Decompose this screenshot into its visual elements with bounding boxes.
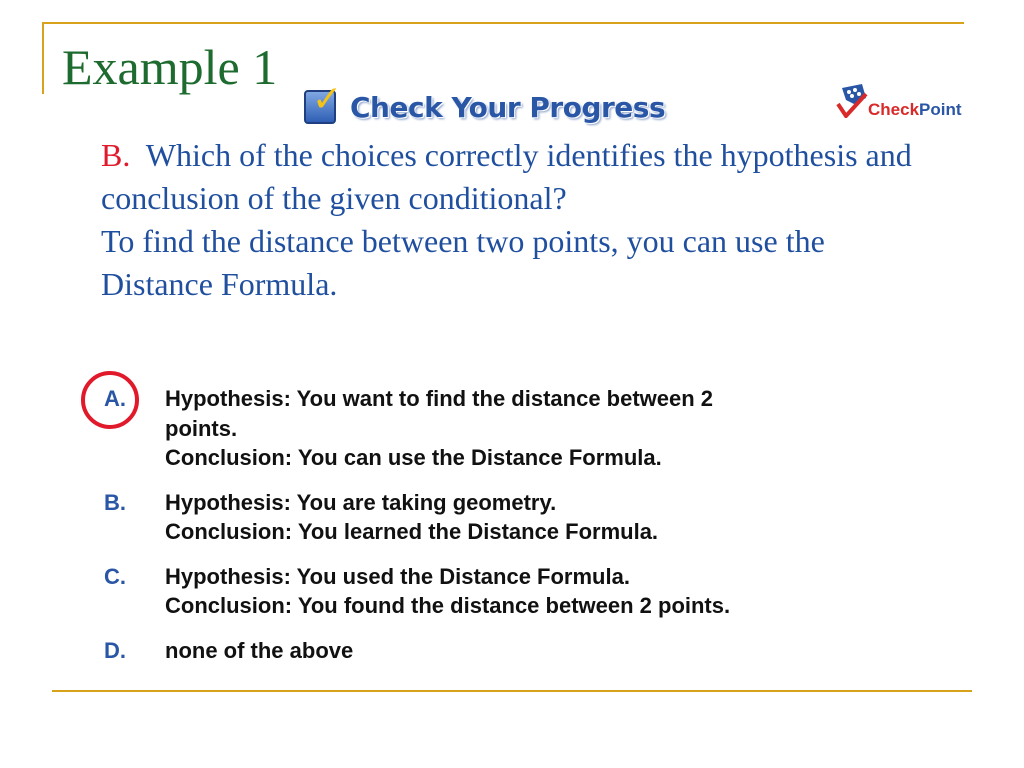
answer-line: Conclusion: You learned the Distance Formula. [165, 519, 659, 544]
answer-line: none of the above [165, 637, 354, 663]
checkpoint-checkmark-icon [836, 84, 870, 118]
answer-choice-b[interactable] [104, 488, 824, 547]
answer-line: Hypothesis: You used the Distance Formula. [165, 563, 630, 589]
answer-choice-d[interactable] [104, 636, 824, 666]
answer-text [165, 488, 775, 547]
answer-line: Hypothesis: You are taking geometry. [165, 489, 557, 515]
check-your-progress-label: Check Your Progress [350, 90, 666, 124]
answer-line: Hypothesis: You want to find the distance between 2 points. [165, 386, 714, 441]
answer-line: Conclusion: You can use the Distance Formula. [165, 445, 662, 470]
check-your-progress-banner [304, 79, 666, 130]
answer-letter: C. [104, 563, 126, 589]
question-text: Which of the choices correctly identifies the hypothesis and conclusion of the given conditional? [101, 137, 912, 216]
question-label: B. [101, 137, 131, 173]
answer-letter: B. [104, 489, 126, 515]
answer-text [165, 384, 775, 473]
top-rule [42, 22, 964, 24]
answer-letter: D. [104, 637, 126, 663]
checkpoint-wordmark: CheckPoint [868, 100, 962, 119]
left-rule [42, 22, 44, 94]
question-block [101, 134, 931, 306]
answer-choices [104, 384, 824, 680]
answer-letter: A. [104, 386, 126, 411]
checkpoint-logo [836, 84, 976, 128]
bottom-rule [52, 690, 972, 692]
slide-title: Example 1 [62, 39, 278, 95]
answer-text [165, 562, 775, 621]
answer-choice-c[interactable] [104, 562, 824, 621]
answer-line: Conclusion: You found the distance between 2 points. [165, 593, 731, 618]
answer-choice-a[interactable] [104, 384, 824, 473]
checkbox-icon: ✓ [304, 90, 336, 124]
given-conditional: To find the distance between two points, you can use the Distance Formula. [101, 223, 825, 302]
answer-text [165, 636, 775, 666]
